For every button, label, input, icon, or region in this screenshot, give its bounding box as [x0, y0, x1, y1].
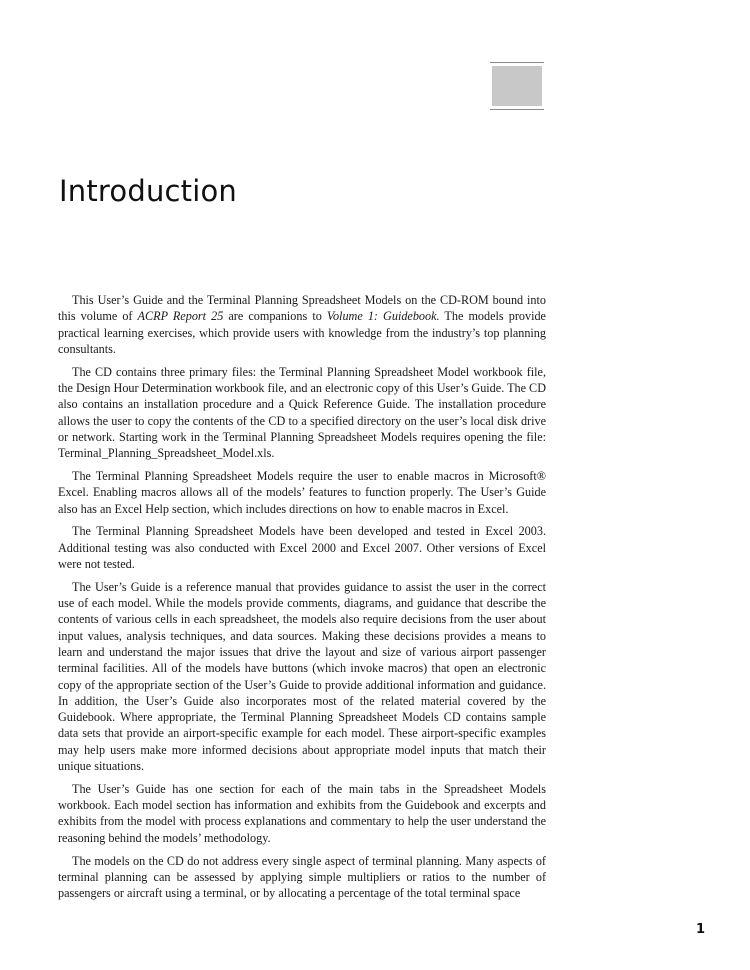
paragraph-6: The User’s Guide has one section for each of the main tabs in the Spreadsheet Models workbook. Each model section has information and exhibits from the Guidebook and excerpts and exhibits from the model with process explanations and commentary to help the user understand the reasoning behind the models’ methodology.: [58, 781, 546, 845]
tab-marker-bottom-rule: [490, 109, 544, 110]
page-number: 1: [696, 922, 706, 937]
paragraph-5: The User’s Guide is a reference manual that provides guidance to assist the user in the correct use of each model. While the models provide comments, diagrams, and guidance that describe the contents of various cells in each spreadsheet, the models also require decisions from the user about input values, analysis techniques, and data sources. Making these decisions provides a means to learn and understand the major issues that drive the layout and size of various airport passenger terminal facilities. All of the models have buttons (which invoke macros) that open an electronic copy of the appropriate section of the User’s Guide to provide additional information and guidance. In addition, the User’s Guide also incorporates most of the related material covered by the Guidebook. Where appropriate, the Terminal Planning Spreadsheet Models CD contains sample data sets that provide an airport-specific example for each model. These airport-specific examples may help users make more informed decisions about appropriate model inputs that match their unique situations.: [58, 579, 546, 774]
paragraph-1-text-b: are companions to: [223, 309, 327, 324]
paragraph-1: [58, 292, 546, 357]
report-title-italic: ACRP Report 25: [137, 309, 224, 324]
chapter-tab-marker: [490, 62, 544, 110]
page-title: Introduction: [59, 174, 238, 208]
paragraph-7: The models on the CD do not address every single aspect of terminal planning. Many aspects of terminal planning can be assessed by applying simple multipliers or ratios to the number of passengers or aircraft using a terminal, or by allocating a percentage of the total terminal space: [58, 853, 546, 901]
tab-marker-box: [492, 66, 542, 106]
guidebook-title-italic: Volume 1: Guidebook.: [326, 309, 440, 324]
body-text: [58, 292, 546, 908]
paragraph-1-text-c: The models provide practical learning exercises, which provide users with knowledge from the industry’s top planning consultants.: [58, 309, 546, 356]
paragraph-1-text-a: This User’s Guide and the Terminal Planning Spreadsheet Models on the CD-ROM bound into this volume of: [58, 293, 546, 324]
paragraph-3: The Terminal Planning Spreadsheet Models require the user to enable macros in Microsoft® Excel. Enabling macros allows all of the models’ features to function properly. The User’s Guide also has an Excel Help section, which includes directions on how to enable macros in Excel.: [58, 468, 546, 516]
paragraph-4: The Terminal Planning Spreadsheet Models have been developed and tested in Excel 2003. Additional testing was also conducted with Excel 2000 and Excel 2007. Other versions of Excel were not tested.: [58, 524, 546, 571]
tab-marker-top-rule: [490, 62, 544, 63]
paragraph-2: The CD contains three primary files: the Terminal Planning Spreadsheet Model workbook file, the Design Hour Determination workbook file, and an electronic copy of this User’s Guide. The CD also contains an installation procedure and a Quick Reference Guide. The installation procedure allows the user to copy the contents of the CD to a specified directory on the user’s local disk drive or network. Starting work in the Terminal Planning Spreadsheet Models requires opening the file: Terminal_Planning_Spreadsheet_Model.xls.: [58, 364, 546, 461]
